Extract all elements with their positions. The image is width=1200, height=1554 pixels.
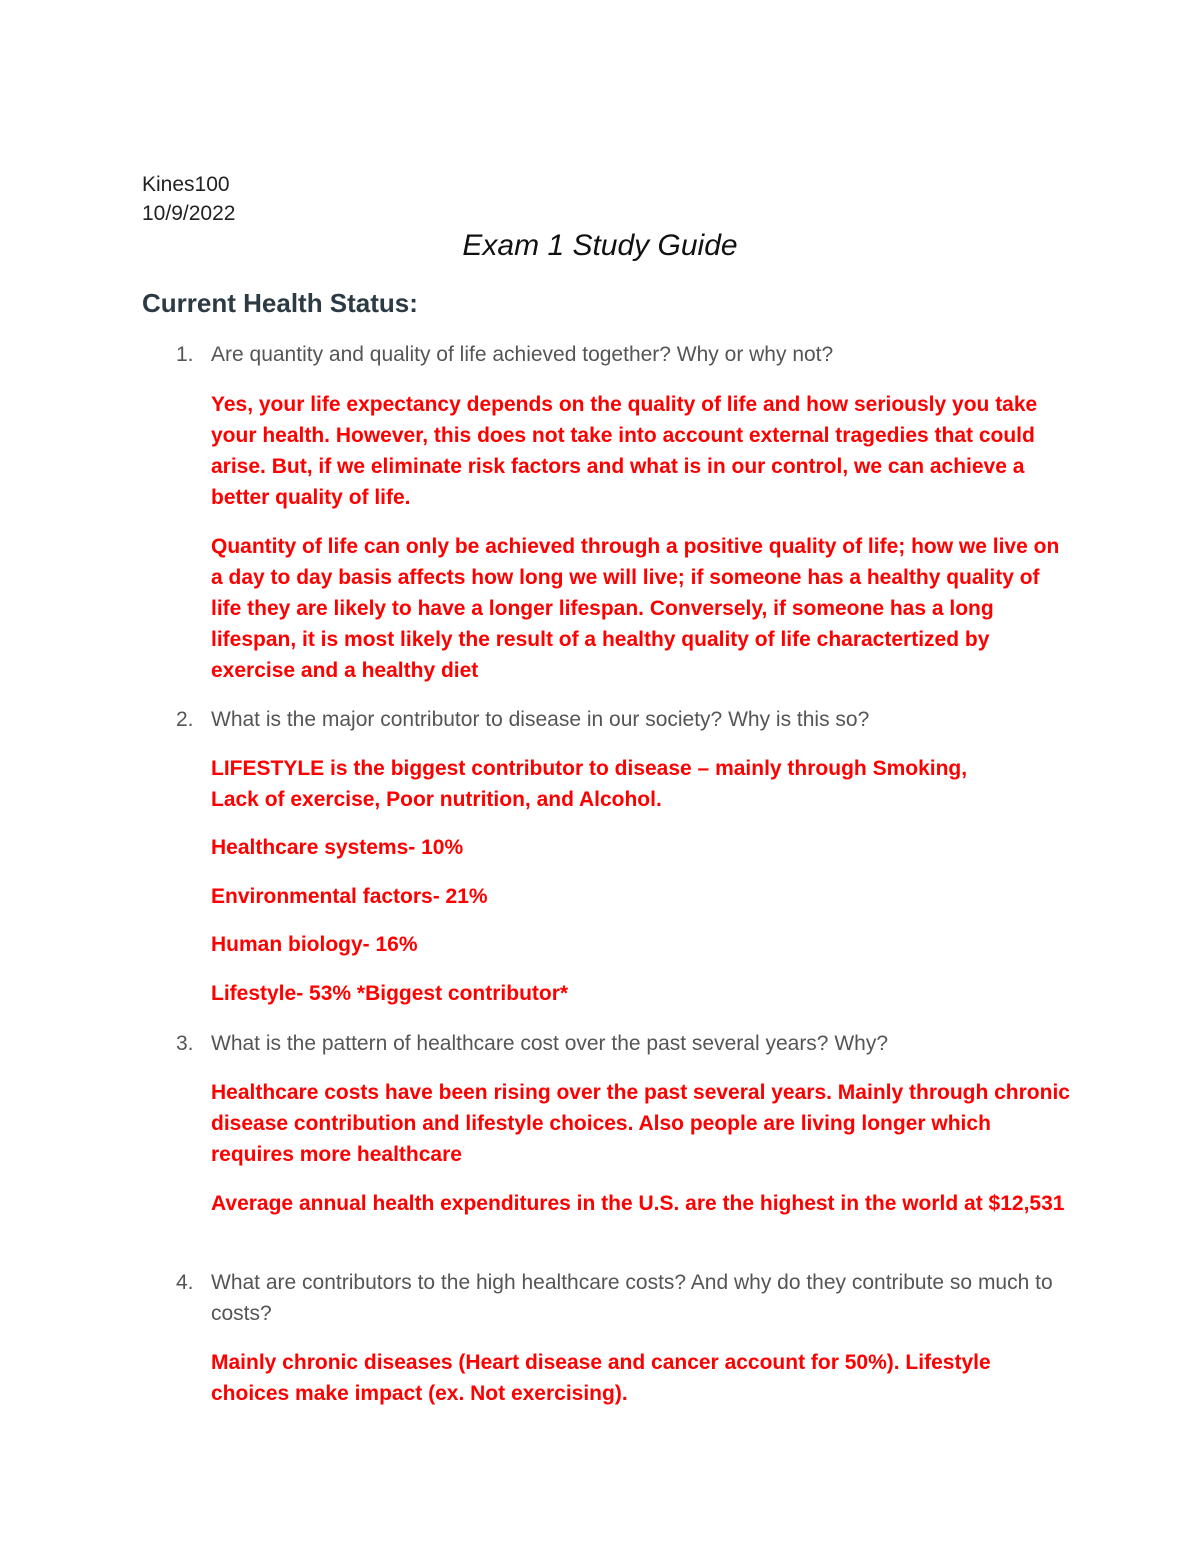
answer-3a: Healthcare costs have been rising over the past several years. Mainly through chronic disease contribution and lifestyle choices. Also people are living longer which requires more healthcare (211, 1081, 1070, 1166)
question-4 (176, 1267, 1056, 1329)
section-heading: Current Health Status: (142, 288, 418, 318)
question-3 (176, 1028, 1056, 1059)
answer-2a: LIFESTYLE is the biggest contributor to disease – mainly through Smoking, Lack of exercise, Poor nutrition, and Alcohol. (211, 757, 968, 811)
answer-4a: Mainly chronic diseases (Heart disease and cancer account for 50%). Lifestyle choices make impact (ex. Not exercising). (211, 1351, 991, 1405)
question-2 (176, 704, 1056, 735)
question-number: 4. (176, 1271, 194, 1294)
document-date: 10/9/2022 (142, 202, 236, 225)
question-number: 1. (176, 343, 194, 366)
question-text: What is the pattern of healthcare cost over the past several years? Why? (211, 1032, 889, 1055)
answer-2b: Healthcare systems- 10% (211, 836, 464, 859)
answer-2c: Environmental factors- 21% (211, 885, 488, 908)
answer-2d: Human biology- 16% (211, 933, 418, 956)
question-text: Are quantity and quality of life achieved together? Why or why not? (211, 343, 834, 366)
question-number: 3. (176, 1032, 194, 1055)
answer-1a: Yes, your life expectancy depends on the quality of life and how seriously you take your health. However, this does not take into account external tragedies that could arise. But, if we eliminate risk factors and what is in our control, we can achieve a better quality of life. (211, 393, 1038, 509)
question-1 (176, 339, 1056, 370)
question-number: 2. (176, 708, 194, 731)
document-title: Exam 1 Study Guide (462, 229, 738, 262)
question-text: What is the major contributor to disease in our society? Why is this so? (211, 708, 870, 731)
course-name: Kines100 (142, 173, 230, 196)
answer-3b: Average annual health expenditures in the U.S. are the highest in the world at $12,531 (211, 1192, 1065, 1215)
answer-1b: Quantity of life can only be achieved through a positive quality of life; how we live on a day to day basis affects how long we will live; if someone has a healthy quality of life they are likely to have a longer lifespan. Conversely, if someone has a long lifespan, it is most likely the result of a healthy quality of life charactertized by exercise and a healthy diet (211, 535, 1060, 682)
answer-2e: Lifestyle- 53% *Biggest contributor* (211, 982, 569, 1005)
question-text: What are contributors to the high healthcare costs? And why do they contribute so much to costs? (211, 1271, 1053, 1325)
